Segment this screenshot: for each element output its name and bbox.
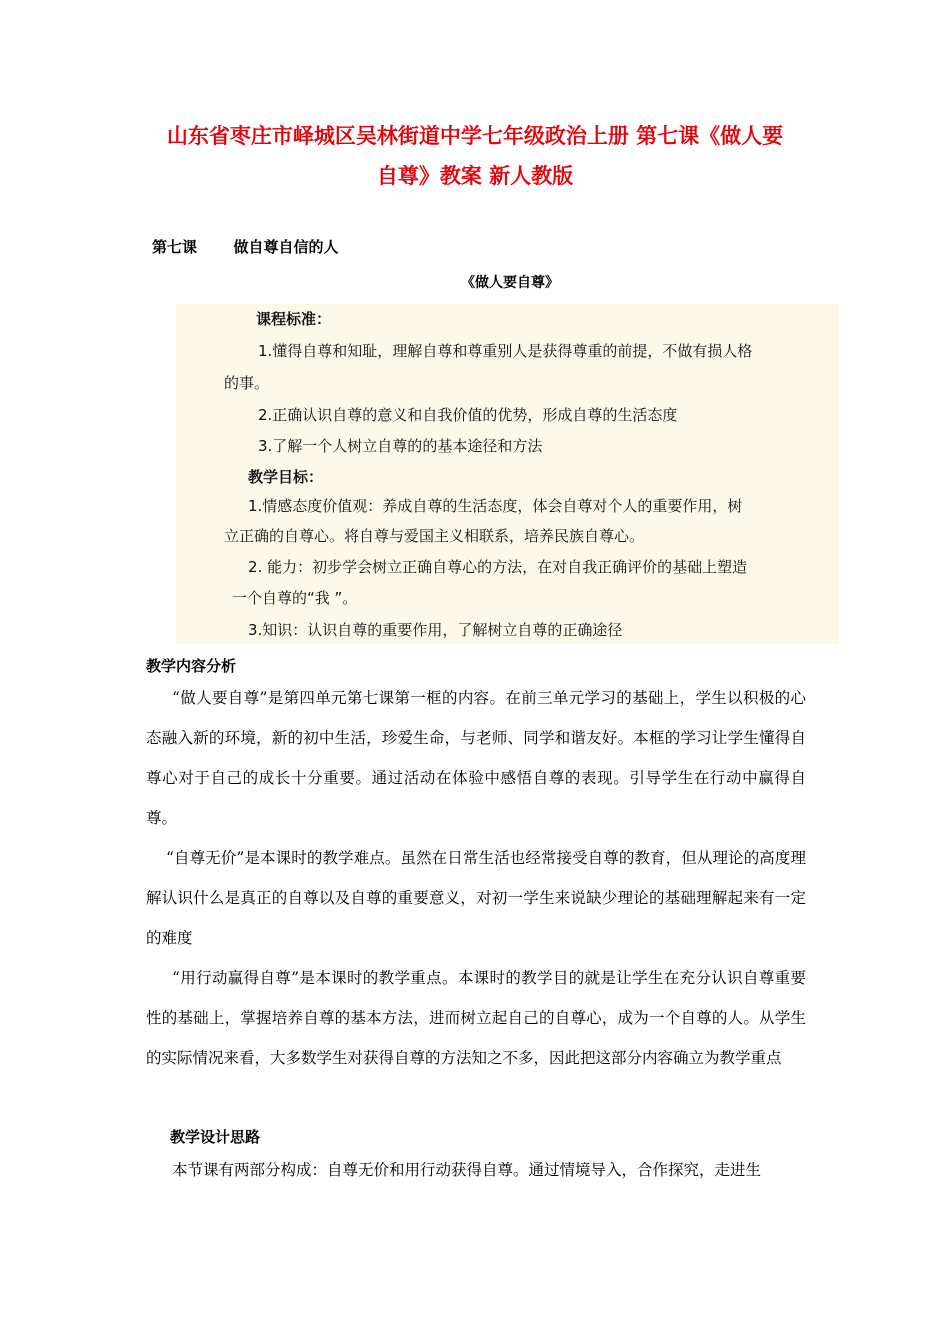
design-heading: 教学设计思路 xyxy=(170,1128,261,1146)
standards-item-1-cont: 的事。 xyxy=(224,374,270,392)
standards-item-3: 3.了解一个人树立自尊的的基本途径和方法 xyxy=(258,437,543,455)
document-title-line-2: 自尊》教案 新人教版 xyxy=(376,164,574,188)
standards-objectives-box xyxy=(176,304,839,644)
objectives-item-3: 3.知识：认识自尊的重要作用，了解树立自尊的正确途径 xyxy=(248,621,623,639)
lesson-label: 第七课 xyxy=(152,238,198,256)
analysis-paragraph-2: “自尊无价”是本课时的教学难点。虽然在日常生活也经常接受自尊的教育，但从理论的高度理解认识什么是真正的自尊以及自尊的重要意义，对初一学生来说缺少理论的基础理解起来有一定的难度 xyxy=(146,849,806,947)
design-paragraph-1: 本节课有两部分构成：自尊无价和用行动获得自尊。通过情境导入，合作探究，走进生 xyxy=(172,1161,762,1179)
objectives-heading: 教学目标： xyxy=(248,468,324,486)
analysis-paragraph-3: “用行动赢得自尊”是本课时的教学重点。本课时的教学目的就是让学生在充分认识自尊重要性的基础上，掌握培养自尊的基本方法，进而树立起自己的自尊心，成为一个自尊的人。从学生的实际情况来看，大多数学生对获得自尊的方法知之不多，因此把这部分内容确立为教学重点 xyxy=(146,969,806,1067)
objectives-item-1-cont: 立正确的自尊心。将自尊与爱国主义相联系，培养民族自尊心。 xyxy=(224,527,645,545)
standards-heading: 课程标准： xyxy=(256,310,332,328)
lesson-heading xyxy=(152,236,339,257)
objectives-item-1: 1.情感态度价值观：养成自尊的生活态度，体会自尊对个人的重要作用，树 xyxy=(248,497,743,515)
standards-item-2: 2.正确认识自尊的意义和自我价值的优势，形成自尊的生活态度 xyxy=(258,406,678,424)
standards-item-1: 1.懂得自尊和知耻，理解自尊和尊重别人是获得尊重的前提，不做有损人格 xyxy=(258,342,753,360)
analysis-paragraph-1: “做人要自尊”是第四单元第七课第一框的内容。在前三单元学习的基础上，学生以积极的心态融入新的环境，新的初中生活，珍爱生命，与老师、同学和谐友好。本框的学习让学生懂得自尊心对于自己的成长十分重要。通过活动在体验中感悟自尊的表现。引导学生在行动中赢得自尊。 xyxy=(146,689,806,827)
objectives-item-2-cont: 一个自尊的“我 ”。 xyxy=(232,589,358,607)
objectives-item-2: 2. 能力：初步学会树立正确自尊心的方法，在对自我正确评价的基础上塑造 xyxy=(248,558,748,576)
lesson-name: 做自尊自信的人 xyxy=(233,238,339,256)
document-title-line-1: 山东省枣庄市峄城区吴林街道中学七年级政治上册 第七课《做人要 xyxy=(166,124,784,148)
analysis-heading: 教学内容分析 xyxy=(146,657,237,675)
lesson-subtitle: 《做人要自尊》 xyxy=(461,275,559,291)
